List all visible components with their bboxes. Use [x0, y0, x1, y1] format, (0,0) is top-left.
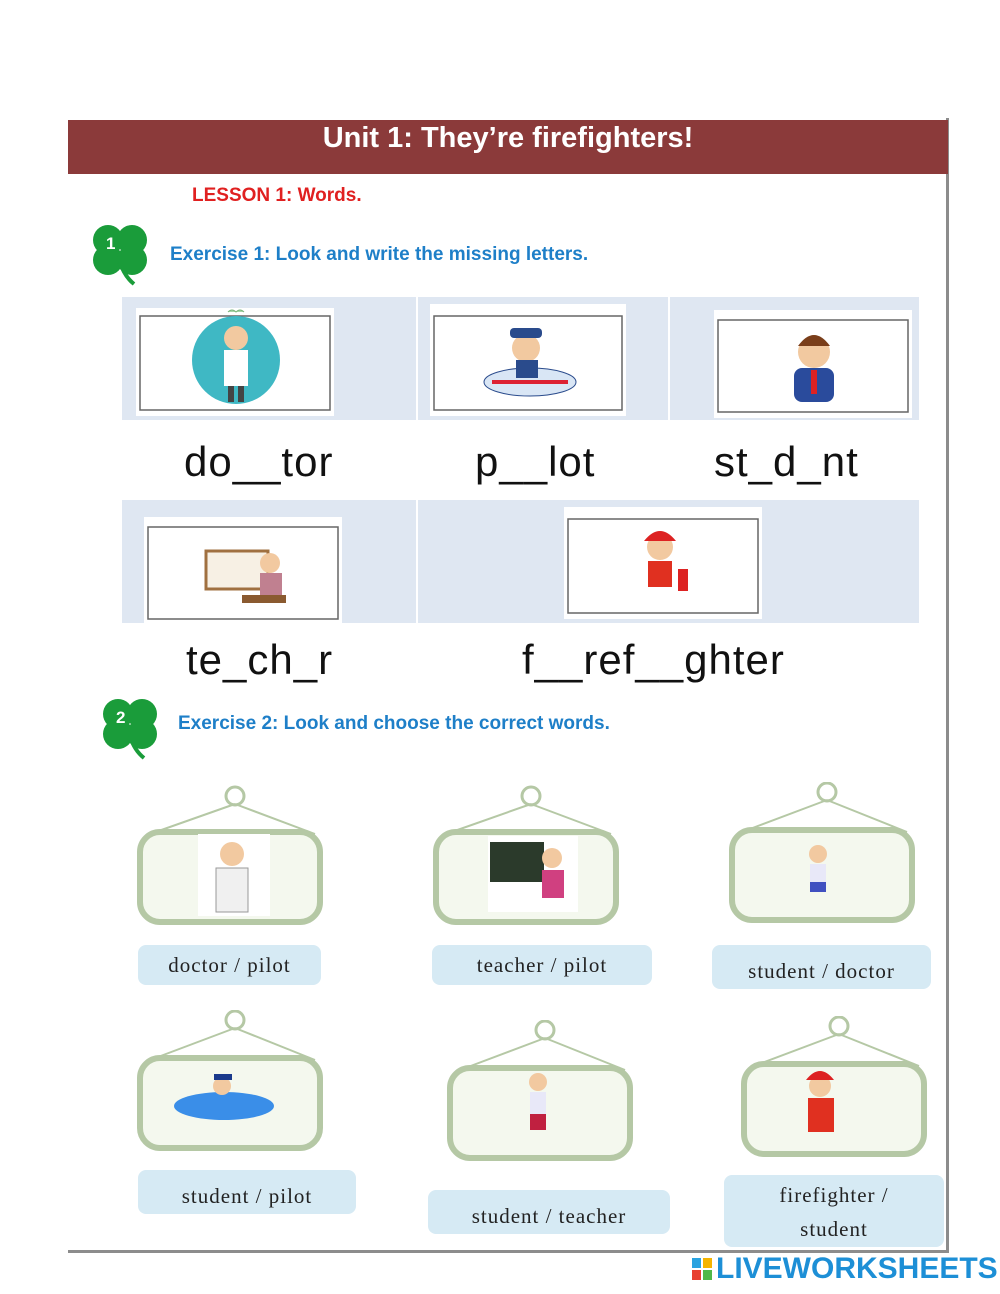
exercise-1-title: Exercise 1: Look and write the missing letters. [170, 244, 589, 265]
pilot-picture [430, 304, 626, 416]
frame-firefighter [724, 1016, 936, 1168]
panel-divider [416, 297, 418, 420]
exercise-2-title: Exercise 2: Look and choose the correct words. [178, 713, 610, 734]
frame-student-girl [430, 1020, 642, 1172]
doctor-picture [136, 308, 334, 416]
choice-student-doctor[interactable]: student / doctor [712, 945, 931, 989]
word-firefighter: f__ref__ghter [522, 636, 785, 683]
liveworksheets-logo-icon [692, 1258, 712, 1280]
choice-doctor-pilot[interactable]: doctor / pilot [138, 945, 321, 985]
panel-divider [668, 297, 670, 420]
choice-teacher-pilot[interactable]: teacher / pilot [432, 945, 652, 985]
clover-icon-1 [84, 218, 156, 290]
frame-doctor [120, 784, 330, 934]
sheet-border-right [946, 118, 949, 1253]
choice-line-1: firefighter / [779, 1183, 889, 1207]
word-doctor: do__tor [184, 438, 334, 485]
firefighter-picture [564, 507, 762, 619]
word-student: st_d_nt [714, 438, 859, 485]
word-teacher: te_ch_r [186, 636, 334, 683]
unit-title: Unit 1: They’re firefighters! [322, 122, 694, 154]
frame-student [712, 782, 924, 934]
panel-divider [416, 500, 418, 623]
exercise-number-1: 1 [106, 234, 116, 253]
student-picture [714, 310, 912, 418]
exercise-number-2: 2 [116, 708, 126, 727]
unit-title-banner [68, 120, 948, 174]
lesson-label: LESSON 1: Words. [192, 185, 362, 206]
frame-pilot [120, 1010, 332, 1162]
choice-line-2: student [800, 1217, 868, 1241]
teacher-picture [144, 517, 342, 625]
clover-icon-2 [94, 692, 166, 764]
word-pilot: p__lot [475, 438, 596, 485]
choice-student-teacher[interactable]: student / teacher [428, 1190, 670, 1234]
liveworksheets-logo: LIVEWORKSHEETS [716, 1252, 998, 1285]
choice-student-pilot[interactable]: student / pilot [138, 1170, 356, 1214]
choice-firefighter-student[interactable] [724, 1175, 944, 1247]
frame-teacher [416, 784, 626, 934]
